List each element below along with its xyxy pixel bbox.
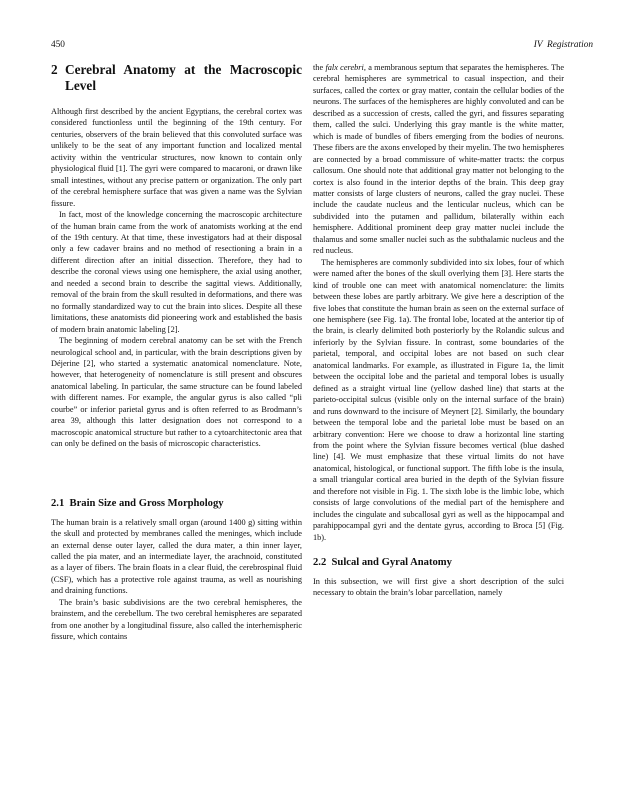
section-number: 2	[51, 62, 58, 77]
section-heading	[51, 62, 302, 94]
left-column	[51, 62, 302, 643]
body-paragraph: The human brain is a relatively small organ (around 1400 g) sitting within the skull and protected by membranes called the meninges, which include an external dense outer layer, called the dura mater, a thin inner layer, called the pia mater, and an intermediate layer, the arachnoid, constituted as a layer of fibers. The brain floats in a clear fluid, the cerebrospinal fluid (CSF), which has a protective role against trauma, as well as nourishing and draining functions.	[51, 517, 302, 596]
body-paragraph: The beginning of modern cerebral anatomy can be set with the French neurological school and, in particular, with the brain descriptions given by Déjerine [2], who started a systematic anatomical nomenclature. Note, however, that heterogeneity of nomenclature is still present and obscures anatomical labeling. In particular, the same structure can be found labeled with different names. For example, the angular gyrus is also called “pli courbe” or inferior parietal gyrus and is often referred to as Brodmann’s area 39, although this latter designation does not correspond to a macroscopic anatomical structure but rather to a cytoarchitectonic area that can only be defined on the basis of microscopic characteristics.	[51, 336, 302, 449]
section-title: Cerebral Anatomy at the Macroscopic Level	[65, 62, 302, 93]
right-column	[313, 62, 564, 599]
subsection-heading: 2.1 Brain Size and Gross Morphology	[51, 497, 224, 509]
page-number: 450	[51, 40, 65, 50]
body-paragraph: In fact, most of the knowledge concerning the macroscopic architecture of the human brain came from the work of anatomists working at the end of the 19th century. At that time, these investigators had at their disposal only a few cadaver brains and no method of resectioning a brain in a different direction after an initial dissection. Therefore, they had to describe the coronal views using one hemisphere, the axial using another, and needed a second brain to describe the sagittal views. Additionally, removal of the brain from the skull resulted in deformations, and there was no formally standardized way to cut the brain into slices. Despite all these limitations, these anatomists did pioneering work and established the basis of modern brain anatomic labeling [2].	[51, 210, 302, 334]
text-run: the	[313, 63, 326, 72]
subsection-heading: 2.2 Sulcal and Gyral Anatomy	[313, 557, 452, 569]
body-paragraph: Although first described by the ancient Egyptians, the cerebral cortex was considered functionless until the beginning of the 19th century. For centuries, observers of the brain believed that this convoluted surface was unlikely to be the seat of any important function and localized mental activity within the ventricular structures, now known to contain only physiological fluid [1]. The gyri were compared to macaroni, or drawn like small intestines, without any precise pattern or organization. The only part of the cerebral hemisphere surface that was given a name was the Sylvian fissure.	[51, 107, 302, 208]
text-run: , a membranous septum that separates the hemispheres. The cerebral hemispheres are symmetrical to casual inspection, and their surfaces, called the cortex or gray matter, contain the cellular bodies of the neurons. The surfaces of the hemispheres are highly convoluted and can be described as a succession of crests, called the gyri, and fissures separating them, called the sulci. Underlying this gray mantle is the white matter, which is made of bundles of fibers emerging from the bodies of neurons. These fibers are the axons enveloped by their myelin. The two hemispheres are connected by a broad commissure of white-matter tracts: the corpus callosum. One should note that additional gray matter not belonging to the cortex is also found in the interior depths of the brain. This deep gray matter consists of large clusters of neurons, called the gray nuclei. These include the caudate nucleus and the lenticular nucleus, which can be subdivided into the putamen and pallidum, bilaterally within each hemisphere. Additional prominent deep gray matter nuclei include the thalamus and some smaller nuclei such as the subthalamic nucleus and the red nucleus.	[313, 63, 565, 256]
running-head	[51, 40, 593, 54]
body-paragraph: The hemispheres are commonly subdivided into six lobes, four of which were named after the bones of the skull overlying them [3]. Here starts the kind of trouble one can meet with anatomical nomenclature: the limits between these lobes are partly arbitrary. We give here a description of the five lobes that constitute the human brain as seen on the external surface of one hemisphere (see Fig. 1a). The frontal lobe, located at the anterior tip of the brain, is clearly delimited both posteriorly by the Rolandic sulcus and inferiorly by the Sylvian fissure. In contrast, some boundaries of the parietal, temporal, and occipital lobes are not based on such clear anatomical landmarks. For example, as illustrated in Figure 1a, the limit between the occipital lobe and the parietal and temporal lobes is usually defined as a straight virtual line (yellow dashed line) that starts at the parieto-occipital sulcus (visible only on the internal surface of the brain) and runs downward to the incisure of Meynert [2]. Similarly, the boundary between the temporal lobe and the parietal lobe must be based on an arbitrary convention: Here we choose to draw a horizontal line starting from the point where the Sylvian fissure becomes vertical (blue dashed line) [4]. We must emphasize that these virtual limits do not have anatomical, histological, or functional support. The fifth lobe is the insula, a small triangular cortical area buried in the depth of the Sylvian fissure and therefore not visible in Fig. 1. The sixth lobe is the limbic lobe, which consists of large convolutions of the medial part of the hemisphere and includes the cingulate and subcallosal gyri as well as the hippocampal and parahippocampal gyri and the dentate gyrus, according to Broca [5] (Fig. 1b).	[313, 257, 564, 542]
body-paragraph: The brain’s basic subdivisions are the two cerebral hemispheres, the brainstem, and the cerebellum. The two cerebral hemispheres are separated from one another by a longitudinal fissure, also called the interhemispheric fissure, which contains	[51, 597, 302, 642]
running-title: IV Registration	[533, 40, 593, 50]
falx-cerebri-term: falx cerebri	[325, 63, 364, 72]
body-paragraph	[313, 62, 564, 257]
body-paragraph: In this subsection, we will first give a short description of the sulci necessary to obtain the brain’s lobar parcellation, namely	[313, 577, 564, 598]
